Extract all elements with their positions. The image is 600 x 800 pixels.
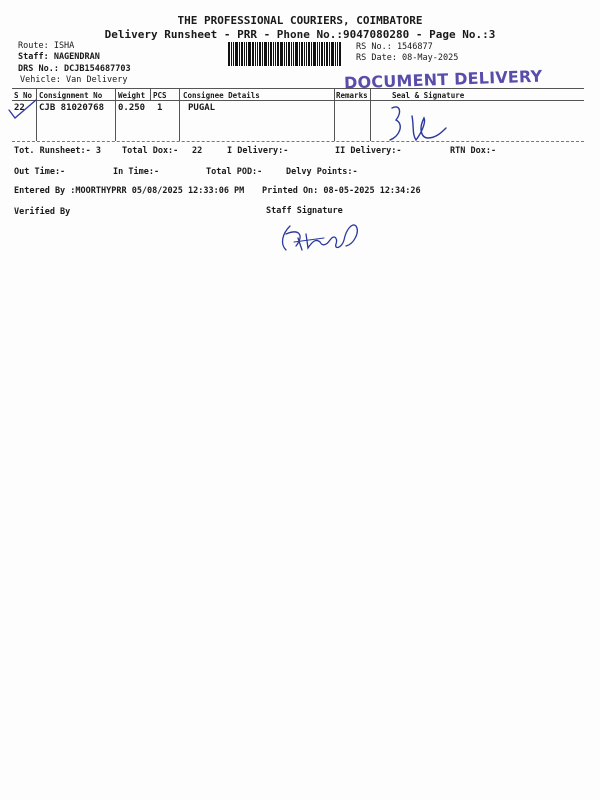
rtn-dox-label: RTN Dox:- [450, 146, 497, 156]
header-sno: S No [14, 91, 33, 100]
staff-label: Staff: NAGENDRAN [18, 52, 100, 62]
document-delivery-stamp: DOCUMENT DELIVERY [343, 66, 543, 93]
staff-signature-icon [276, 212, 366, 262]
drs-number: DRS No.: DCJB154687703 [18, 64, 131, 74]
delvy-points-label: Delvy Points:- [286, 167, 358, 177]
header-consignment: Consignment No [39, 91, 103, 100]
rs-number: RS No.: 1546877 [356, 42, 433, 52]
vehicle-label: Vehicle: Van Delivery [20, 75, 128, 85]
header-seal-signature: Seal & Signature [392, 91, 465, 100]
col-divider-6 [370, 88, 371, 141]
col-divider-3 [150, 88, 151, 101]
tick-mark-icon [6, 96, 46, 126]
i-delivery-label: I Delivery:- [227, 146, 289, 156]
consignee-signature-icon [382, 100, 452, 150]
total-dox-value: 22 [192, 146, 203, 156]
table-bottom-border [12, 141, 584, 142]
cell-weight: 0.250 [118, 103, 146, 113]
total-pod-label: Total POD:- [206, 167, 263, 177]
col-divider-2 [115, 88, 116, 141]
company-title: THE PROFESSIONAL COURIERS, COIMBATORE [177, 14, 423, 27]
barcode-image [228, 42, 341, 66]
cell-pcs: 1 [157, 103, 163, 113]
staff-signature-label: Staff Signature [266, 206, 343, 216]
total-runsheet: Tot. Runsheet:- 3 [14, 146, 101, 156]
table-header-divider [12, 100, 584, 101]
out-time-label: Out Time:- [14, 167, 66, 177]
runsheet-subtitle: Delivery Runsheet - PRR - Phone No.:9047080280 - Page No.:3 [104, 28, 496, 41]
total-dox-label: Total Dox:- [122, 146, 179, 156]
header-consignee: Consignee Details [183, 91, 260, 100]
cell-consignment: CJB 81020768 [39, 103, 105, 113]
header-pcs: PCS [153, 91, 167, 100]
in-time-label: In Time:- [113, 167, 160, 177]
rs-date: RS Date: 08-May-2025 [356, 53, 459, 63]
table-top-border [12, 88, 584, 89]
header-weight: Weight [118, 91, 146, 100]
verified-by-label: Verified By [14, 207, 71, 217]
col-divider-4 [179, 88, 180, 141]
ii-delivery-label: II Delivery:- [335, 146, 402, 156]
entered-by: Entered By :MOORTHYPRR 05/08/2025 12:33:06 PM [14, 186, 245, 196]
cell-sno: 22 [14, 103, 25, 113]
cell-consignee: PUGAL [188, 103, 216, 113]
printed-on: Printed On: 08-05-2025 12:34:26 [262, 186, 421, 196]
col-divider-5 [334, 88, 335, 141]
header-remarks: Remarks [336, 91, 368, 100]
route-label: Route: ISHA [18, 41, 75, 51]
